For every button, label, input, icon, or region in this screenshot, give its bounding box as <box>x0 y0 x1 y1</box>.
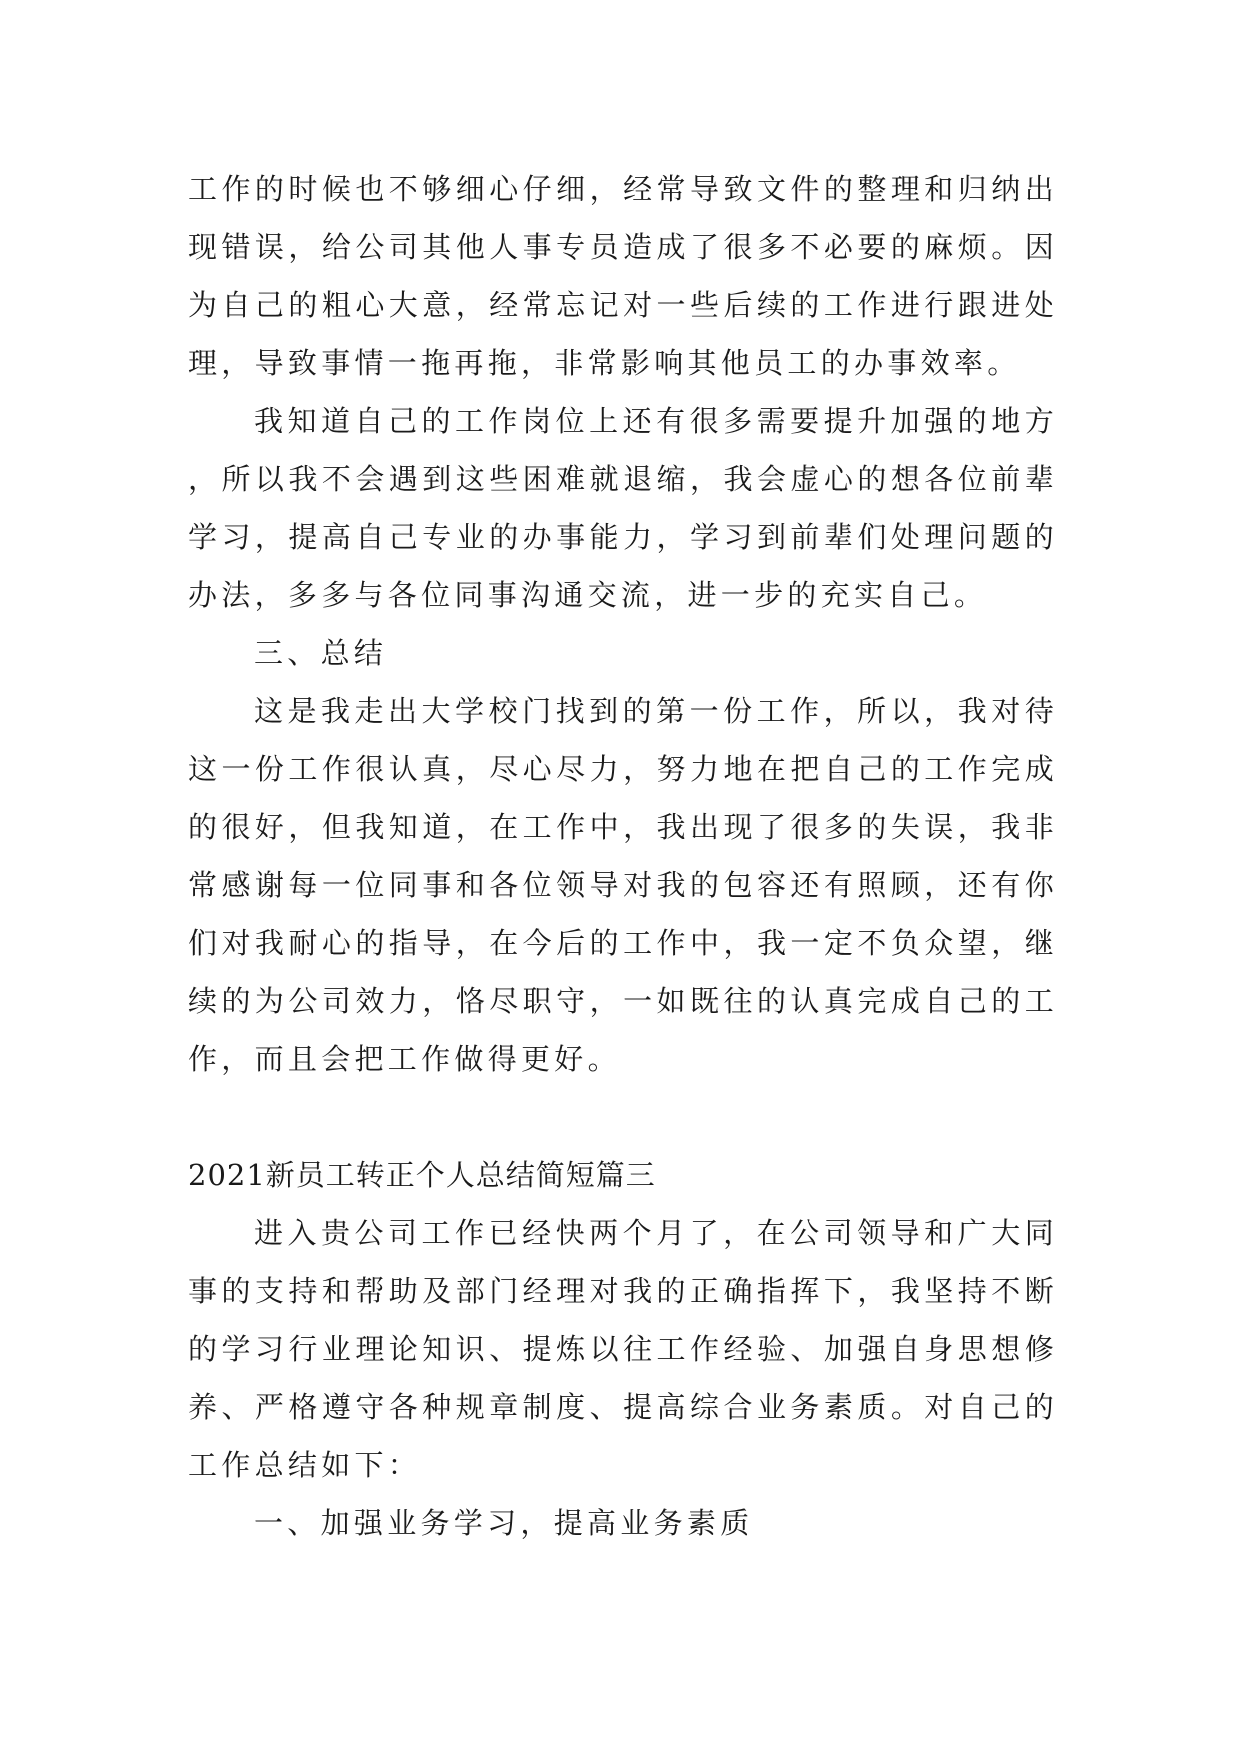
paragraph-summary: 这是我走出大学校门找到的第一份工作，所以，我对待这一份工作很认真，尽心尽力，努力地在把自己的工作完成的很好，但我知道，在工作中，我出现了很多的失误，我非常感谢每一位同事和各位领导对我的包容还有照顾，还有你们对我耐心的指导，在今后的工作中，我一定不负众望，继续的为公司效力，恪尽职守，一如既往的认真完成自己的工作，而且会把工作做得更好。 <box>188 694 1058 1076</box>
paragraph-continuation: 工作的时候也不够细心仔细，经常导致文件的整理和归纳出现错误，给公司其他人事专员造成了很多不必要的麻烦。因为自己的粗心大意，经常忘记对一些后续的工作进行跟进处理，导致事情一拖再拖，非常影响其他员工的办事效率。 <box>188 172 1058 380</box>
heading-study: 一、加强业务学习，提高业务素质 <box>254 1506 754 1540</box>
document-body <box>188 160 1058 1552</box>
paragraph-intro: 进入贵公司工作已经快两个月了，在公司领导和广大同事的支持和帮助及部门经理对我的正确指挥下，我坚持不断的学习行业理论知识、提炼以往工作经验、加强自身思想修养、严格遵守各种规章制度、提高综合业务素质。对自己的工作总结如下： <box>188 1216 1058 1482</box>
paragraph-improvement: 我知道自己的工作岗位上还有很多需要提升加强的地方，所以我不会遇到这些困难就退缩，我会虚心的想各位前辈学习，提高自己专业的办事能力，学习到前辈们处理问题的办法，多多与各位同事沟通交流，进一步的充实自己。 <box>188 404 1058 612</box>
section-title: 2021新员工转正个人总结简短篇三 <box>188 1158 656 1192</box>
heading-summary: 三、总结 <box>254 636 388 670</box>
